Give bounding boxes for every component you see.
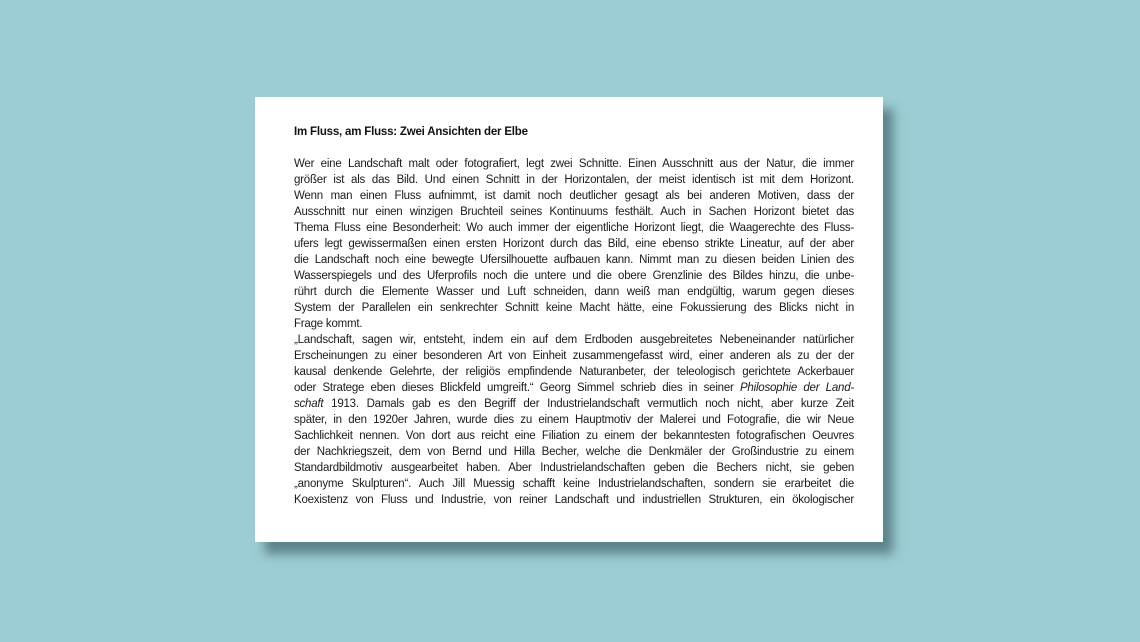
text-run: Wer eine Landschaft malt oder fotografiert, legt zwei Schnitte. Einen Ausschnitt aus der Natur, die immer <box>294 158 854 170</box>
text-run: Thema Fluss eine Besonderheit: Wo auch immer der eigentliche Horizont liegt, die Waagerechte des Fluss- <box>294 222 854 234</box>
body-text <box>294 156 854 508</box>
text-run: Sachlichkeit nennen. Von dort aus reicht eine Filiation zu einem der bekanntesten fotografischen Oeuvres <box>294 430 854 442</box>
text-run: 1913. Damals gab es den Begriff der Industrielandschaft vermutlich noch nicht, aber kurze Zeit <box>323 398 854 410</box>
text-line <box>294 396 854 412</box>
text-run: Wasserspiegels und des Uferprofils noch die untere und die obere Grenzlinie des Bildes hinzu, die unbe- <box>294 270 854 282</box>
italic-text-run: Philosophie der Land- <box>739 382 854 394</box>
italic-text-run: schaft <box>294 398 324 410</box>
text-run: die Landschaft noch eine bewegte Ufersilhouette aufbauen kann. Nimmt man zu diesen beiden Linien des <box>294 254 854 266</box>
text-line <box>294 332 854 348</box>
text-run: Standardbildmotiv ausgearbeitet haben. Aber Industrielandschaften geben die Bechers nicht, sie geben <box>294 462 854 474</box>
text-line <box>294 492 854 508</box>
text-line <box>294 460 854 476</box>
text-run: ufers legt gewissermaßen einen ersten Horizont durch das Bild, eine ebenso strikte Lineatur, auf der aber <box>294 238 854 250</box>
text-line <box>294 428 854 444</box>
text-line <box>294 236 854 252</box>
text-run: rührt durch die Elemente Wasser und Luft schneiden, dann weiß man endgültig, warum gegen dieses <box>294 286 854 298</box>
text-line <box>294 268 854 284</box>
text-run: „anonyme Skulpturen“. Auch Jill Muessig schafft keine Industrielandschaften, sondern sie erarbeitet die <box>294 478 854 490</box>
text-run: oder Stratege eben dieses Blickfeld umgreift.“ Georg Simmel schrieb dies in seiner <box>294 382 734 394</box>
text-line <box>294 156 854 172</box>
text-run: der Nachkriegszeit, dem von Bernd und Hilla Becher, welche die Denkmäler der Großindustrie zu einem <box>294 446 854 458</box>
text-run: später, in den 1920er Jahren, wurde dies zu einem Hauptmotiv der Malerei und Fotografie, die wir Neue <box>294 414 854 426</box>
text-line <box>294 316 854 332</box>
text-run: Wenn man einen Fluss aufnimmt, ist damit noch deutlicher gesagt als bei anderen Motiven, dass der <box>294 190 854 202</box>
text-line <box>294 476 854 492</box>
text-run: „Landschaft, sagen wir, entsteht, indem ein auf dem Erdboden ausgebreitetes Nebeneinander natürlicher <box>294 334 854 346</box>
text-line <box>294 380 854 396</box>
text-line <box>294 188 854 204</box>
text-line <box>294 172 854 188</box>
document-page <box>255 97 883 542</box>
text-line <box>294 300 854 316</box>
text-line <box>294 252 854 268</box>
text-run: System der Parallelen ein senkrechter Schnitt keine Macht hätte, eine Fokussierung des Blicks nicht in <box>294 302 854 314</box>
text-line <box>294 364 854 380</box>
text-run: Ausschnitt nur einen winzigen Bruchteil seines Kontinuums festhält. Auch in Sachen Horizont bietet das <box>294 206 854 218</box>
text-run: Frage kommt. <box>294 318 363 330</box>
text-line <box>294 412 854 428</box>
text-run: größer ist als das Bild. Und einen Schnitt in der Horizontalen, der meist identisch ist mit dem Horizont. <box>294 174 854 186</box>
text-run: Erscheinungen zu einer besonderen Art von Einheit zusammengefasst wird, einer anderen als zu der der <box>294 350 854 362</box>
text-line <box>294 204 854 220</box>
text-line <box>294 348 854 364</box>
text-line <box>294 444 854 460</box>
text-run: Koexistenz von Fluss und Industrie, von reiner Landschaft und industriellen Strukturen, ein ökologischer <box>294 494 854 506</box>
text-run: kausal denkende Gelehrte, der religiös empfindende Naturanbeter, der teleologisch gerichtete Ackerbauer <box>294 366 854 378</box>
text-line <box>294 284 854 300</box>
text-line <box>294 220 854 236</box>
page-title: Im Fluss, am Fluss: Zwei Ansichten der Elbe <box>294 126 528 138</box>
